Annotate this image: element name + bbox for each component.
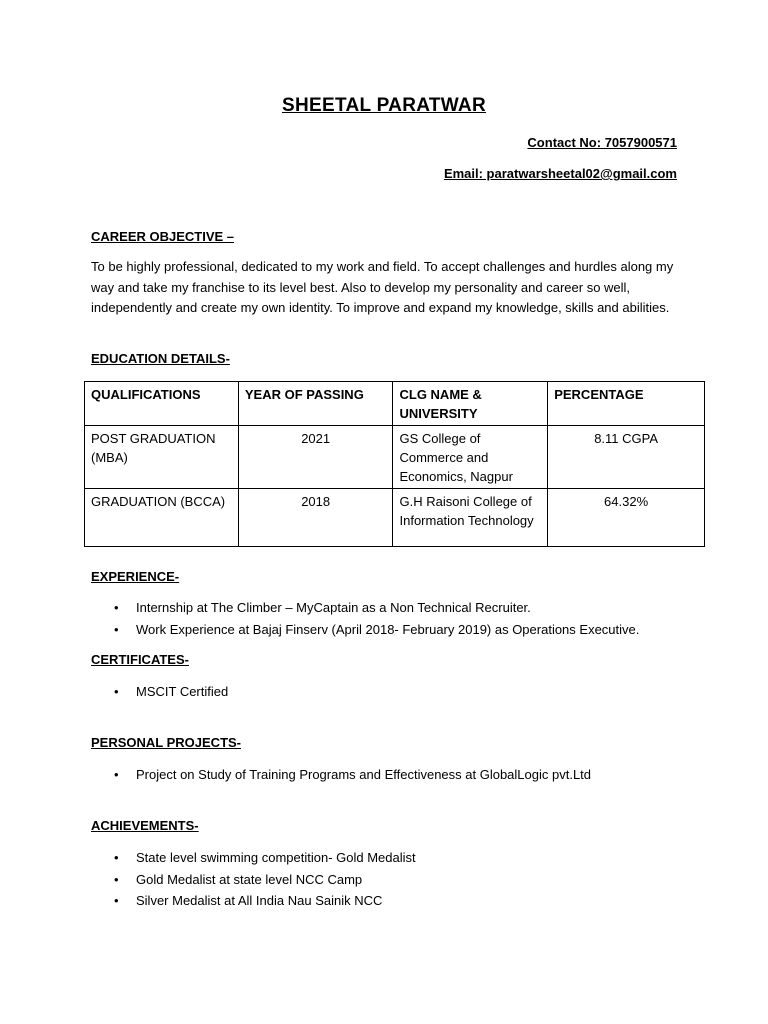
bullet-icon: • bbox=[114, 871, 119, 887]
experience-heading: EXPERIENCE- bbox=[91, 569, 180, 584]
education-heading: EDUCATION DETAILS- bbox=[91, 351, 230, 366]
education-table-header-row bbox=[85, 382, 705, 426]
table-row bbox=[85, 489, 705, 547]
contact-number: Contact No: 7057900571 bbox=[527, 135, 677, 150]
percentage-cell: 8.11 CGPA bbox=[548, 426, 705, 489]
bullet-icon: • bbox=[114, 684, 119, 699]
bullet-icon: • bbox=[114, 767, 119, 782]
college-cell: GS College of Commerce and Economics, Nagpur bbox=[393, 426, 548, 489]
education-table bbox=[84, 381, 705, 547]
list-item: • Silver Medalist at All India Nau Sainik NCC bbox=[91, 890, 416, 912]
qualification-cell: POST GRADUATION (MBA) bbox=[85, 426, 239, 489]
certificates-heading: CERTIFICATES- bbox=[91, 652, 189, 667]
list-item: • Internship at The Climber – MyCaptain as a Non Technical Recruiter. bbox=[91, 597, 639, 619]
bullet-icon: • bbox=[114, 600, 119, 615]
career-objective-text: To be highly professional, dedicated to my work and field. To accept challenges and hurdles along my way and take my franchise to its level best. Also to develop my personality and career so well, independently and create my own identity. To improve and expand my knowledge, skills and abilities. bbox=[91, 259, 674, 316]
bullet-icon: • bbox=[114, 621, 119, 637]
year-cell: 2021 bbox=[238, 426, 393, 489]
personal-projects-heading: PERSONAL PROJECTS- bbox=[91, 735, 242, 750]
college-cell: G.H Raisoni College of Information Technology bbox=[393, 489, 548, 547]
bullet-icon: • bbox=[114, 850, 119, 865]
list-item: • MSCIT Certified bbox=[91, 681, 228, 703]
achievements-heading: ACHIEVEMENTS- bbox=[91, 818, 199, 833]
list-item: • Work Experience at Bajaj Finserv (April 2018- February 2019) as Operations Executive. bbox=[91, 619, 639, 641]
qualification-cell: GRADUATION (BCCA) bbox=[85, 489, 239, 547]
career-objective-heading: CAREER OBJECTIVE – bbox=[91, 229, 235, 244]
column-header-percentage: PERCENTAGE bbox=[548, 382, 705, 426]
list-item: • State level swimming competition- Gold Medalist bbox=[91, 847, 416, 869]
percentage-cell: 64.32% bbox=[548, 489, 705, 547]
candidate-name: SHEETAL PARATWAR bbox=[282, 95, 486, 116]
list-item: • Project on Study of Training Programs and Effectiveness at GlobalLogic pvt.Ltd bbox=[91, 764, 591, 786]
bullet-icon: • bbox=[114, 893, 119, 908]
certificates-list bbox=[91, 681, 228, 703]
year-cell: 2018 bbox=[238, 489, 393, 547]
column-header-qualifications: QUALIFICATIONS bbox=[85, 382, 239, 426]
table-row bbox=[85, 426, 705, 489]
achievements-list bbox=[91, 847, 416, 912]
experience-list bbox=[91, 597, 639, 640]
list-item: • Gold Medalist at state level NCC Camp bbox=[91, 869, 416, 891]
column-header-year: YEAR OF PASSING bbox=[238, 382, 393, 426]
email-address: Email: paratwarsheetal02@gmail.com bbox=[443, 166, 677, 181]
column-header-college: CLG NAME & UNIVERSITY bbox=[393, 382, 548, 426]
projects-list bbox=[91, 764, 591, 786]
